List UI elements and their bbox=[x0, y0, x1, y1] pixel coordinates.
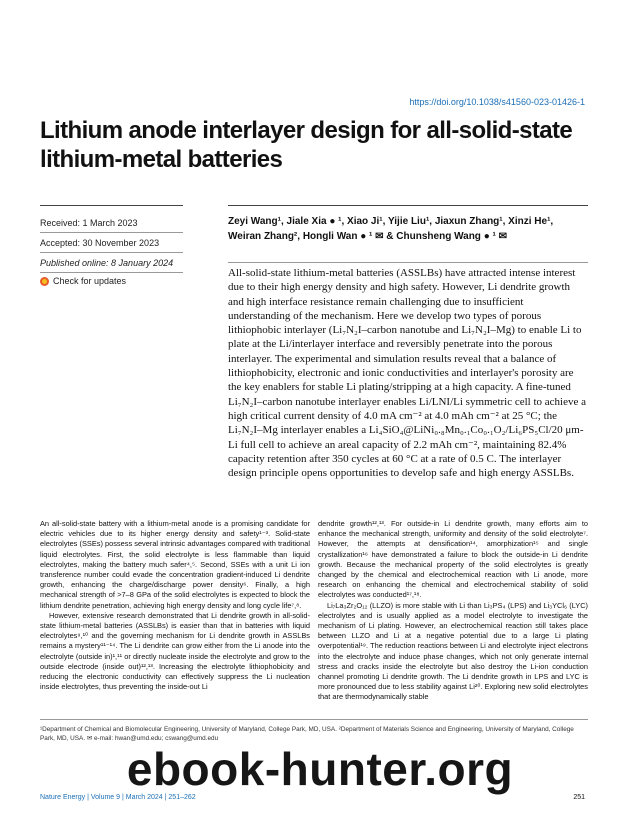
divider bbox=[40, 719, 588, 720]
divider bbox=[40, 272, 183, 273]
divider bbox=[40, 232, 183, 233]
body-paragraph: However, extensive research demonstrated that Li dendrite growth in all-solid-state lithium-metal batteries (ASSLBs) is easier than that in batteries with liquid electrolytes⁹,¹⁰ and the governing mechanism for Li dendrite growth in ASSLBs remains a mystery¹¹⁻¹⁴. The Li dendrite can grow either from the Li anode into the electrolyte (outside in)¹,¹¹ or directly nucleate inside the electrolyte and grow to the outside electrode (inside out)¹²,¹³. Increasing the electrolyte lithiophobicity and reducing the electronic conductivity can effectively suppress the Li nucleation inside electrolytes, thus preventing the inside-out Li bbox=[40, 610, 310, 692]
page-number: 251 bbox=[573, 794, 585, 801]
divider bbox=[40, 252, 183, 253]
author-list: Zeyi Wang¹, Jiale Xia ● ¹, Xiao Ji¹, Yijie Liu¹, Jiaxun Zhang¹, Xinzi He¹, Weiran Zhang², Hongli Wan ● ¹ ✉ & Chunsheng Wang ● ¹ ✉ bbox=[228, 216, 554, 242]
body-paragraph: dendrite growth¹²,¹³. For outside-in Li dendrite growth, many efforts aim to enhance the mechanical strength, uniformity and density of the solid electrolyte⁷. However, the attempts at densification¹⁴, amorphization¹⁵ and single crystallization¹⁶ have demonstrated a failure to block the outside-in Li dendrite growth. Because the mechanical property of the solid electrolytes is greatly changed by the chemical and electrochemical reaction with Li anode, more research on enhancing the chemical and electrochemical stability of solid electrolytes was conducted¹⁷,¹⁸. bbox=[318, 519, 588, 600]
check-updates-icon bbox=[40, 277, 49, 286]
published-date: Published online: 8 January 2024 bbox=[40, 258, 174, 268]
affiliations-footnote: ¹Department of Chemical and Biomolecular Engineering, University of Maryland, College Park, MD, USA. ²Department of Materials Science and Engineering, University of Maryland, College Park, MD, USA. ✉ e-mail: hwan@umd.edu; cswang@umd.edu bbox=[40, 726, 574, 742]
divider bbox=[40, 205, 183, 206]
body-paragraph: An all-solid-state battery with a lithium-metal anode is a promising candidate for electric vehicles due to its higher energy density and safety¹⁻³. Solid-state electrolytes (SSEs) possess several intrinsic advantages compared with traditional liquid electrolytes. First, the solid electrolyte is less flammable than liquid electrolytes, making the battery much safer⁴,⁵. Second, SSEs with a unit Li ion transference number could evade the concentration gradient-induced Li dendrite growth, enhancing the charge/discharge power density⁶. Finally, a high mechanical strength of >7–8 GPa of the solid electrolytes is expected to block the lithium dendrite penetration, achieving high energy density and long cycle life⁷,⁸. bbox=[40, 519, 310, 610]
article-title: Lithium anode interlayer design for all-solid-state lithium-metal batteries bbox=[40, 117, 573, 173]
watermark: ebook-hunter.org bbox=[126, 743, 514, 795]
body-paragraph: Li₇La₃Zr₂O₁₂ (LLZO) is more stable with Li than Li₃PS₄ (LPS) and Li₃YCl₆ (LYC) electrolytes and is usually applied as a model electrolyte to investigate the mechanism of Li plating. However, an electrochemical reaction still takes place between LLZO and Li at a negative potential due to a large Li plating overpotential¹⁹. The reduction reactions between Li and electrolyte inject electrons into the electrolyte and induce phase changes, which not only generate internal stress and cracks inside the electrolyte but also destroy the Li-ion conduction channel promoting Li dendrite growth. The Li dendrite growth in LPS and LYC is more pronounced due to less stability against Li²⁰. Exploring new solid electrolytes that are thermodynamically stable bbox=[318, 600, 588, 702]
divider bbox=[228, 205, 588, 206]
journal-footer: Nature Energy | Volume 9 | March 2024 | 251–262 bbox=[40, 794, 196, 801]
check-updates-label: Check for updates bbox=[53, 276, 127, 286]
body-column-right bbox=[318, 519, 588, 703]
received-date: Received: 1 March 2023 bbox=[40, 218, 138, 228]
abstract: All-solid-state lithium-metal batteries (ASSLBs) have attracted intense interest due to their high energy density and high safety. However, Li dendrite growth and high interface resistance remain challenging due to insufficient understanding of the mechanism. Here we develop two types of porous lithiophobic interlayer (Li₇N₂I–carbon nanotube and Li₇N₂I–Mg) to enable Li to plate at the Li/interlayer interface and reversibly penetrate into the porous interlayer. The experimental and simulation results reveal that a balance of lithiophobicity, electronic and ionic conductivities and interlayer's porosity are the key enablers for stable Li plating/stripping at a high capacity. A fine-tuned Li₇N₂I–carbon nanotube interlayer enables Li/LNI/Li symmetric cell to achieve a high critical current density of 4.0 mA cm⁻² at 4.0 mAh cm⁻² at 25 °C; the Li₇N₂I–Mg interlayer enables a Li₄SiO₄@LiNi₀.₈Mn₀.₁Co₀.₁O₂/Li₆PS₅Cl/20 μm-Li full cell to achieve an areal capacity of 2.2 mAh cm⁻², maintaining 82.4% capacity retention after 350 cycles at 60 °C at a rate of 0.5 C. The interlayer design principle opens opportunities to develop safe and high energy ASSLBs. bbox=[228, 267, 586, 480]
doi-link[interactable]: https://doi.org/10.1038/s41560-023-01426-1 bbox=[409, 97, 585, 107]
check-for-updates-button[interactable] bbox=[40, 276, 126, 286]
body-column-left bbox=[40, 519, 310, 692]
accepted-date: Accepted: 30 November 2023 bbox=[40, 238, 160, 248]
divider bbox=[228, 262, 588, 263]
